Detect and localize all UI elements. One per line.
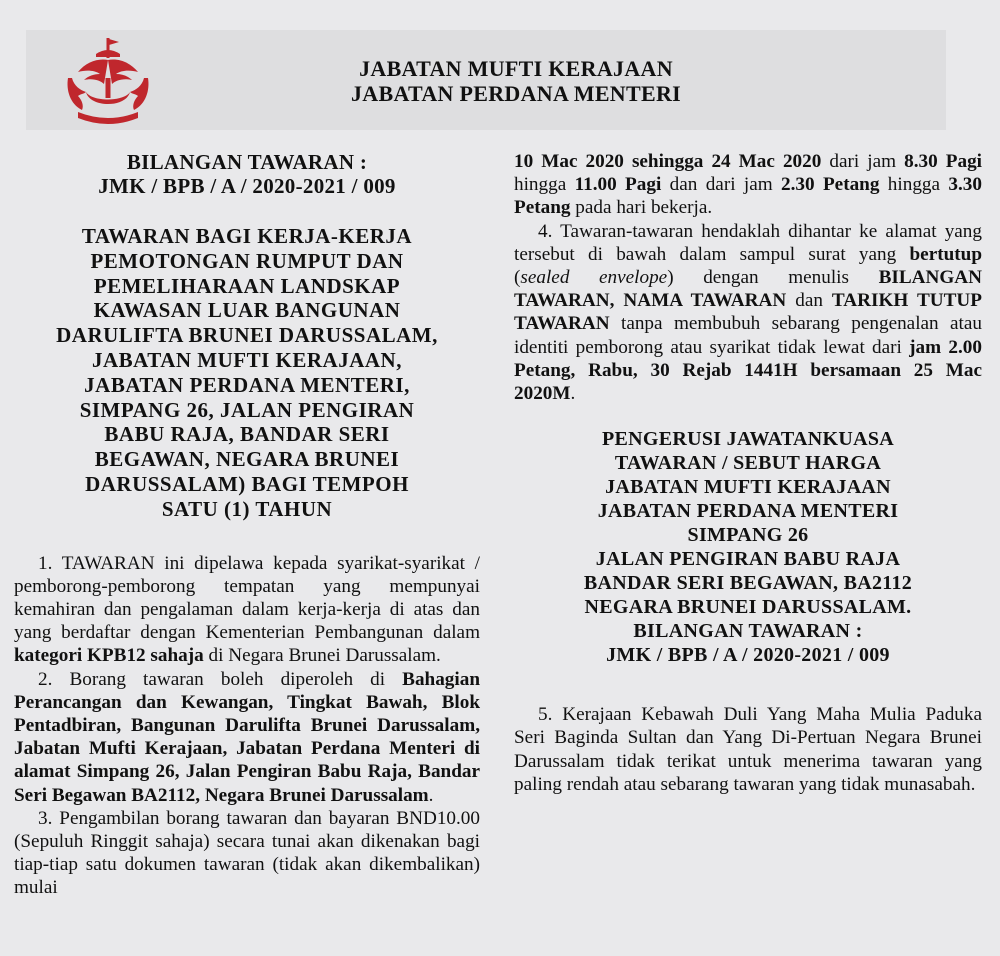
tender-title-line: KAWASAN LUAR BANGUNAN	[93, 298, 401, 323]
para4-text: .	[570, 383, 576, 405]
address-line: BANDAR SERI BEGAWAN, BA2112	[583, 572, 913, 595]
paragraph-3-continued	[514, 150, 982, 220]
para3-text: 3. Pengambilan borang tawaran dan bayaran BND10.00 (Sepuluh Ringgit sahaja) secara tunai akan dikenakan bagi tiap-tiap satu dokumen tawaran (tidak akan dikembalikan) mulai	[14, 807, 480, 899]
header-line-1: JABATAN MUFTI KERAJAAN	[359, 56, 673, 81]
para5-text: 5. Kerajaan Kebawah Duli Yang Maha Mulia Paduka Seri Baginda Sultan dan Yang Di-Pertuan Negara Brunei Darussalam tidak terikat untuk menerima tawaran yang paling rendah atau sebarang tawaran yang tidak munasabah.	[514, 704, 982, 795]
tender-title-line: JABATAN PERDANA MENTERI,	[84, 372, 410, 397]
tender-title-line: DARUSSALAM) BAGI TEMPOH	[85, 471, 409, 496]
tender-title	[14, 224, 480, 522]
para4-text: dan	[786, 290, 832, 312]
tender-title-line: SATU (1) TAHUN	[161, 496, 333, 521]
para2-text: 2. Borang tawaran boleh diperoleh di	[38, 668, 403, 690]
para2-text: .	[428, 784, 434, 806]
left-column	[14, 150, 480, 900]
para1-text: 1. TAWARAN ini dipelawa kepada syarikat-syarikat / pemborong-pemborong tempatan yang mempunyai kemahiran dan pengalaman dalam kerja-kerja di atas dan yang berdaftar dengan Kementerian Pembangunan dalam	[14, 552, 480, 644]
tender-title-line: TAWARAN BAGI KERJA-KERJA	[81, 224, 413, 248]
para3-text: hingga	[879, 174, 949, 196]
para4-text: 4. Tawaran-tawaran hendaklah dihantar ke alamat yang tersebut di bawah dalam sampul surat yang	[514, 220, 982, 265]
tender-title-line: SIMPANG 26, JALAN PENGIRAN	[79, 397, 415, 422]
address-line: JABATAN PERDANA MENTERI	[597, 500, 899, 523]
para3-time: 3.30 Petang	[514, 174, 982, 219]
para4-text: (	[514, 267, 521, 289]
para1-bold: kategori KPB12 sahaja	[14, 645, 204, 667]
para3-text: hingga	[514, 174, 575, 196]
para3-text: dan dari jam	[661, 174, 782, 196]
para3-text: pada hari bekerja.	[570, 197, 713, 219]
para3-time: 2.30 Petang	[781, 174, 880, 196]
paragraph-5	[514, 703, 982, 796]
header-banner	[26, 30, 946, 130]
para3-time: 8.30 Pagi	[904, 151, 982, 172]
para3-text: dari jam	[821, 151, 905, 172]
address-line: JALAN PENGIRAN BABU RAJA	[595, 548, 901, 571]
reference-number	[14, 150, 480, 198]
tender-title-line: PEMELIHARAAN LANDSKAP	[93, 273, 401, 298]
header-line-2: JABATAN PERDANA MENTERI	[351, 81, 681, 106]
para1-text: di Negara Brunei Darussalam.	[203, 645, 441, 667]
address-line: SIMPANG 26	[687, 524, 809, 547]
right-column	[514, 150, 982, 796]
address-line: BILANGAN TAWARAN :	[633, 620, 863, 643]
para4-text: tanpa membubuh sebarang pengenalan atau identiti pemborong atau syarikat tidak lewat dari	[514, 313, 982, 358]
submission-address	[514, 427, 982, 667]
address-line: TAWARAN / SEBUT HARGA	[614, 452, 882, 475]
reference-label: BILANGAN TAWARAN :	[126, 150, 368, 174]
tender-title-line: PEMOTONGAN RUMPUT DAN	[90, 248, 404, 273]
tender-title-line: BEGAWAN, NEGARA BRUNEI	[94, 447, 400, 472]
tender-title-line: DARULIFTA BRUNEI DARUSSALAM,	[56, 323, 438, 348]
para3-time: 11.00 Pagi	[574, 174, 662, 196]
para3-dates: 10 Mac 2020 sehingga 24 Mac 2020	[514, 151, 822, 172]
address-line: JMK / BPB / A / 2020-2021 / 009	[606, 644, 890, 667]
para4-bold: bertutup	[909, 243, 982, 265]
tender-title-line: JABATAN MUFTI KERAJAAN,	[92, 347, 402, 372]
para2-bold: Bahagian Perancangan dan Kewangan, Tingkat Bawah, Blok Pentadbiran, Bangunan Darulifta Brunei Darussalam, Jabatan Mufti Kerajaan, Jabatan Perdana Menteri di alamat Simpang 26, Jalan Pengiran Babu Raja, Bandar Seri Begawan BA2112, Negara Brunei Darussalam	[14, 668, 480, 806]
para4-deadline: jam 2.00 Petang, Rabu, 30 Rejab 1441H bersamaan 25 Mac 2020M	[514, 336, 982, 405]
para4-bold: BILANGAN TAWARAN, NAMA TAWARAN	[514, 267, 982, 312]
address-line: JABATAN MUFTI KERAJAAN	[605, 476, 891, 499]
address-line: NEGARA BRUNEI DARUSSALAM.	[584, 596, 912, 619]
para4-bold: TARIKH TUTUP TAWARAN	[514, 290, 982, 335]
tender-title-line: BABU RAJA, BANDAR SERI	[104, 422, 390, 447]
paragraph-3	[14, 807, 480, 900]
para4-text: ) dengan menulis	[667, 267, 879, 289]
paragraph-4	[514, 220, 982, 406]
address-line: PENGERUSI JAWATANKUASA	[601, 428, 894, 451]
reference-code: JMK / BPB / A / 2020-2021 / 009	[98, 174, 396, 198]
para4-italic: sealed envelope	[520, 267, 668, 289]
header-title	[26, 56, 946, 106]
paragraph-2	[14, 668, 480, 807]
paragraph-1	[14, 552, 480, 668]
